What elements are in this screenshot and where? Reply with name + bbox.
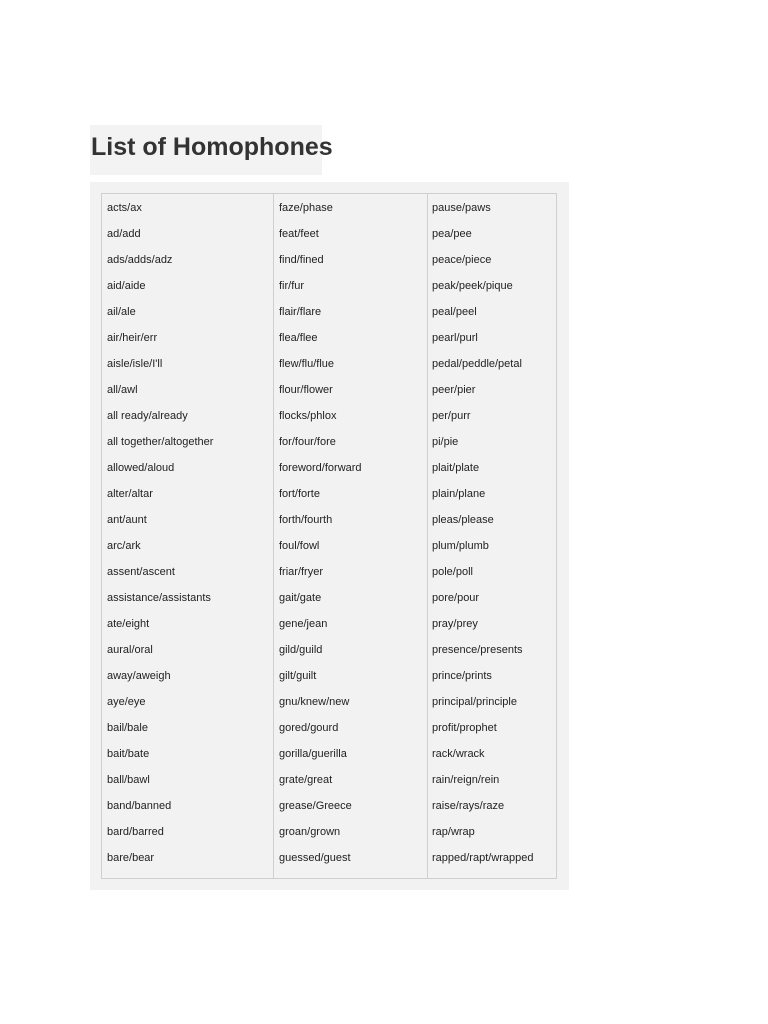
table-cell: flea/flee (279, 332, 318, 344)
table-cell: friar/fryer (279, 566, 323, 578)
table-cell: ads/adds/adz (107, 254, 173, 266)
table-cell: bare/bear (107, 852, 155, 864)
table-cell: peak/peek/pique (432, 280, 513, 292)
table-column-2 (279, 202, 362, 878)
table-cell: band/banned (107, 800, 172, 812)
table-cell: fort/forte (279, 488, 320, 500)
table-cell: acts/ax (107, 202, 142, 214)
table-cell: find/fined (279, 254, 324, 266)
table-cell: peer/pier (432, 384, 476, 396)
table-cell: aisle/isle/I'll (107, 358, 163, 370)
table-cell: assent/ascent (107, 566, 175, 578)
table-cell: ail/ale (107, 306, 136, 318)
table-cell: gild/guild (279, 644, 323, 656)
table-cell: alter/altar (107, 488, 153, 500)
table-cell: pole/poll (432, 566, 473, 578)
table-cell: feat/feet (279, 228, 319, 240)
table-cell: pore/pour (432, 592, 480, 604)
table-cell: pi/pie (432, 436, 459, 448)
table-cell: ball/bawl (107, 774, 150, 786)
table-cell: peace/piece (432, 254, 492, 266)
table-cell: prince/prints (432, 670, 492, 682)
table-cell: gait/gate (279, 592, 322, 604)
table-cell: gored/gourd (279, 722, 339, 734)
table-cell: rap/wrap (432, 826, 475, 838)
table-cell: guessed/guest (279, 852, 351, 864)
table-cell: away/aweigh (107, 670, 171, 682)
table-cell: for/four/fore (279, 436, 336, 448)
table-cell: all together/altogether (107, 436, 214, 448)
table-cell: presence/presents (432, 644, 523, 656)
table-cell: bard/barred (107, 826, 164, 838)
table-cell: gene/jean (279, 618, 328, 630)
table-cell: allowed/aloud (107, 462, 175, 474)
table-cell: all/awl (107, 384, 138, 396)
table-cell: flair/flare (279, 306, 322, 318)
table-cell: bail/bale (107, 722, 148, 734)
column-divider (273, 194, 274, 878)
table-cell: rapped/rapt/wrapped (432, 852, 534, 864)
table-column-3 (432, 202, 534, 878)
table-cell: pearl/purl (432, 332, 478, 344)
table-cell: aid/aide (107, 280, 146, 292)
table-cell: rain/reign/rein (432, 774, 500, 786)
table-border (101, 193, 557, 879)
table-cell: plum/plumb (432, 540, 489, 552)
table-cell: peal/peel (432, 306, 477, 318)
table-cell: pleas/please (432, 514, 494, 526)
table-cell: groan/grown (279, 826, 341, 838)
homophones-table (90, 182, 569, 890)
table-cell: gnu/knew/new (279, 696, 350, 708)
table-cell: ad/add (107, 228, 141, 240)
table-cell: foul/fowl (279, 540, 320, 552)
table-cell: ant/aunt (107, 514, 147, 526)
table-cell: grease/Greece (279, 800, 352, 812)
table-cell: fir/fur (279, 280, 305, 292)
table-cell: aye/eye (107, 696, 146, 708)
table-cell: forth/fourth (279, 514, 333, 526)
table-cell: grate/great (279, 774, 333, 786)
table-cell: per/purr (432, 410, 471, 422)
table-cell: gilt/guilt (279, 670, 317, 682)
table-cell: flour/flower (279, 384, 333, 396)
table-cell: principal/principle (432, 696, 517, 708)
table-cell: profit/prophet (432, 722, 497, 734)
table-cell: pause/paws (432, 202, 491, 214)
table-cell: faze/phase (279, 202, 333, 214)
table-cell: foreword/forward (279, 462, 362, 474)
table-cell: bait/bate (107, 748, 150, 760)
table-cell: plait/plate (432, 462, 480, 474)
page-title: List of Homophones (91, 133, 333, 161)
table-cell: rack/wrack (432, 748, 485, 760)
table-cell: arc/ark (107, 540, 141, 552)
table-cell: flocks/phlox (279, 410, 337, 422)
table-cell: pea/pee (432, 228, 472, 240)
table-cell: aural/oral (107, 644, 153, 656)
table-cell: pray/prey (432, 618, 478, 630)
table-cell: raise/rays/raze (432, 800, 505, 812)
table-column-1 (107, 202, 213, 878)
table-cell: plain/plane (432, 488, 486, 500)
table-cell: gorilla/guerilla (279, 748, 347, 760)
table-cell: all ready/already (107, 410, 188, 422)
column-divider (427, 194, 428, 878)
table-cell: pedal/peddle/petal (432, 358, 522, 370)
table-cell: assistance/assistants (107, 592, 211, 604)
table-cell: flew/flu/flue (279, 358, 335, 370)
table-cell: ate/eight (107, 618, 150, 630)
table-cell: air/heir/err (107, 332, 158, 344)
